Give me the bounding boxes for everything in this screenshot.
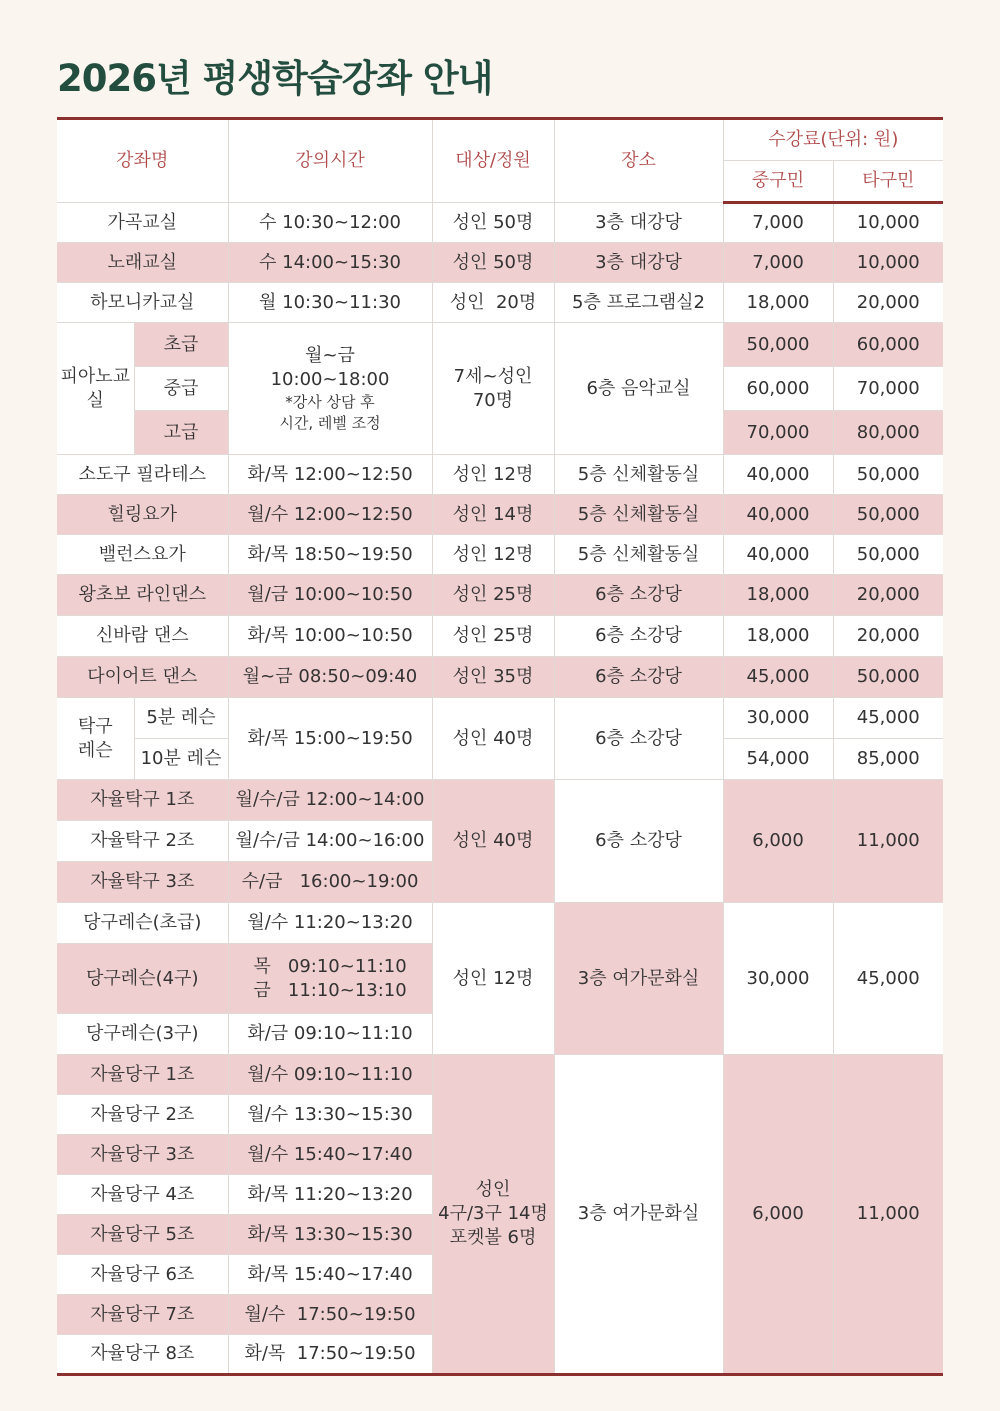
course-name: 가곡교실 [57, 203, 228, 243]
fee-other: 60,000 [833, 323, 943, 367]
course-target: 성인 40명 [432, 698, 554, 780]
course-level: 고급 [134, 411, 228, 455]
page-title: 2026년 평생학습강좌 안내 [57, 57, 493, 100]
fee-other: 45,000 [833, 698, 943, 739]
course-name: 신바람 댄스 [57, 616, 228, 657]
course-time: 화/목 17:50~19:50 [228, 1335, 432, 1375]
course-name: 자율당구 7조 [57, 1295, 228, 1335]
course-place: 3층 대강당 [554, 203, 723, 243]
fee-local: 45,000 [723, 657, 833, 698]
course-name: 노래교실 [57, 243, 228, 283]
fee-other: 50,000 [833, 535, 943, 575]
fee-other: 20,000 [833, 616, 943, 657]
course-target: 7세~성인 70명 [432, 323, 554, 455]
course-time: 월/수 17:50~19:50 [228, 1295, 432, 1335]
header-fee: 수강료(단위: 원) [723, 119, 943, 161]
course-target: 성인 12명 [432, 455, 554, 495]
table-row [57, 283, 943, 323]
course-target: 성인 4구/3구 14명 포켓볼 6명 [432, 1055, 554, 1375]
course-name: 당구레슨(초급) [57, 903, 228, 944]
course-target: 성인 12명 [432, 535, 554, 575]
fee-other: 85,000 [833, 739, 943, 780]
table-row [57, 323, 943, 367]
course-level: 초급 [134, 323, 228, 367]
fee-local: 30,000 [723, 698, 833, 739]
fee-local: 6,000 [723, 780, 833, 903]
table-row [57, 575, 943, 616]
table-row [57, 243, 943, 283]
course-target: 성인 25명 [432, 575, 554, 616]
course-place: 5층 신체활동실 [554, 495, 723, 535]
course-time: 화/목 13:30~15:30 [228, 1215, 432, 1255]
course-name: 탁구 레슨 [57, 698, 134, 780]
header-target: 대상/정원 [432, 119, 554, 203]
course-name: 당구레슨(4구) [57, 944, 228, 1014]
header-time: 강의시간 [228, 119, 432, 203]
fee-other: 50,000 [833, 495, 943, 535]
course-name: 자율당구 5조 [57, 1215, 228, 1255]
fee-local: 54,000 [723, 739, 833, 780]
header-course-name: 강좌명 [57, 119, 228, 203]
table-row [57, 657, 943, 698]
fee-local: 30,000 [723, 903, 833, 1055]
course-level: 10분 레슨 [134, 739, 228, 780]
course-place: 3층 여가문화실 [554, 903, 723, 1055]
course-time: 월/수 12:00~12:50 [228, 495, 432, 535]
fee-other: 45,000 [833, 903, 943, 1055]
course-place: 3층 여가문화실 [554, 1055, 723, 1375]
course-level: 5분 레슨 [134, 698, 228, 739]
course-name: 자율탁구 3조 [57, 862, 228, 903]
course-place: 5층 프로그램실2 [554, 283, 723, 323]
course-target: 성인 50명 [432, 243, 554, 283]
course-name: 왕초보 라인댄스 [57, 575, 228, 616]
fee-other: 80,000 [833, 411, 943, 455]
course-time: 월/금 10:00~10:50 [228, 575, 432, 616]
course-name: 자율당구 3조 [57, 1135, 228, 1175]
course-time: 월/수 13:30~15:30 [228, 1095, 432, 1135]
course-time: 수 14:00~15:30 [228, 243, 432, 283]
course-name: 힐링요가 [57, 495, 228, 535]
course-time: 화/목 10:00~10:50 [228, 616, 432, 657]
fee-local: 40,000 [723, 495, 833, 535]
course-place: 5층 신체활동실 [554, 455, 723, 495]
course-time: 화/목 18:50~19:50 [228, 535, 432, 575]
header-fee-other: 타구민 [833, 161, 943, 203]
table-row [57, 616, 943, 657]
header-place: 장소 [554, 119, 723, 203]
course-name: 자율탁구 2조 [57, 821, 228, 862]
course-time: 월/수/금 12:00~14:00 [228, 780, 432, 821]
course-time: 월 10:30~11:30 [228, 283, 432, 323]
fee-local: 18,000 [723, 616, 833, 657]
course-name: 소도구 필라테스 [57, 455, 228, 495]
course-time: 수 10:30~12:00 [228, 203, 432, 243]
course-time: 월~금 08:50~09:40 [228, 657, 432, 698]
fee-other: 11,000 [833, 1055, 943, 1375]
table-row [57, 903, 943, 944]
course-name: 자율당구 8조 [57, 1335, 228, 1375]
course-time: 월/수 11:20~13:20 [228, 903, 432, 944]
fee-local: 18,000 [723, 575, 833, 616]
course-place: 6층 소강당 [554, 575, 723, 616]
fee-other: 20,000 [833, 575, 943, 616]
course-time: 화/목 15:40~17:40 [228, 1255, 432, 1295]
course-name: 자율당구 6조 [57, 1255, 228, 1295]
course-time: 수/금 16:00~19:00 [228, 862, 432, 903]
fee-other: 50,000 [833, 455, 943, 495]
table-row [57, 780, 943, 821]
course-target: 성인 50명 [432, 203, 554, 243]
course-time: 목 09:10~11:10 금 11:10~13:10 [228, 944, 432, 1014]
course-target: 성인 25명 [432, 616, 554, 657]
course-name: 당구레슨(3구) [57, 1014, 228, 1055]
course-target: 성인 20명 [432, 283, 554, 323]
course-place: 5층 신체활동실 [554, 535, 723, 575]
course-place: 6층 소강당 [554, 780, 723, 903]
course-time: 월/수/금 14:00~16:00 [228, 821, 432, 862]
course-target: 성인 12명 [432, 903, 554, 1055]
course-name: 다이어트 댄스 [57, 657, 228, 698]
fee-local: 40,000 [723, 455, 833, 495]
fee-local: 6,000 [723, 1055, 833, 1375]
table-row [57, 535, 943, 575]
course-time: 월/수 09:10~11:10 [228, 1055, 432, 1095]
fee-local: 40,000 [723, 535, 833, 575]
fee-local: 18,000 [723, 283, 833, 323]
course-level: 중급 [134, 367, 228, 411]
course-place: 6층 소강당 [554, 657, 723, 698]
course-name: 자율탁구 1조 [57, 780, 228, 821]
fee-other: 10,000 [833, 203, 943, 243]
table-row [57, 455, 943, 495]
course-target: 성인 14명 [432, 495, 554, 535]
fee-local: 70,000 [723, 411, 833, 455]
course-time: 화/목 11:20~13:20 [228, 1175, 432, 1215]
course-table [57, 117, 943, 1376]
course-time: 화/금 09:10~11:10 [228, 1014, 432, 1055]
course-target: 성인 40명 [432, 780, 554, 903]
fee-other: 50,000 [833, 657, 943, 698]
course-place: 3층 대강당 [554, 243, 723, 283]
fee-local: 50,000 [723, 323, 833, 367]
course-name: 하모니카교실 [57, 283, 228, 323]
fee-other: 20,000 [833, 283, 943, 323]
course-name: 자율당구 2조 [57, 1095, 228, 1135]
course-name: 자율당구 1조 [57, 1055, 228, 1095]
course-name: 밸런스요가 [57, 535, 228, 575]
table-row [57, 203, 943, 243]
fee-other: 10,000 [833, 243, 943, 283]
fee-local: 7,000 [723, 203, 833, 243]
table-row [57, 495, 943, 535]
course-target: 성인 35명 [432, 657, 554, 698]
course-place: 6층 소강당 [554, 698, 723, 780]
course-place: 6층 소강당 [554, 616, 723, 657]
course-time: 월~금 10:00~18:00 *강사 상담 후 시간, 레벨 조정 [228, 323, 432, 455]
fee-other: 11,000 [833, 780, 943, 903]
course-time: 화/목 12:00~12:50 [228, 455, 432, 495]
fee-other: 70,000 [833, 367, 943, 411]
course-place: 6층 음악교실 [554, 323, 723, 455]
table-row [57, 698, 943, 739]
course-time: 월/수 15:40~17:40 [228, 1135, 432, 1175]
course-name: 피아노교실 [57, 323, 134, 455]
course-time: 화/목 15:00~19:50 [228, 698, 432, 780]
course-name: 자율당구 4조 [57, 1175, 228, 1215]
fee-local: 60,000 [723, 367, 833, 411]
table-row [57, 1055, 943, 1095]
header-fee-local: 중구민 [723, 161, 833, 203]
fee-local: 7,000 [723, 243, 833, 283]
